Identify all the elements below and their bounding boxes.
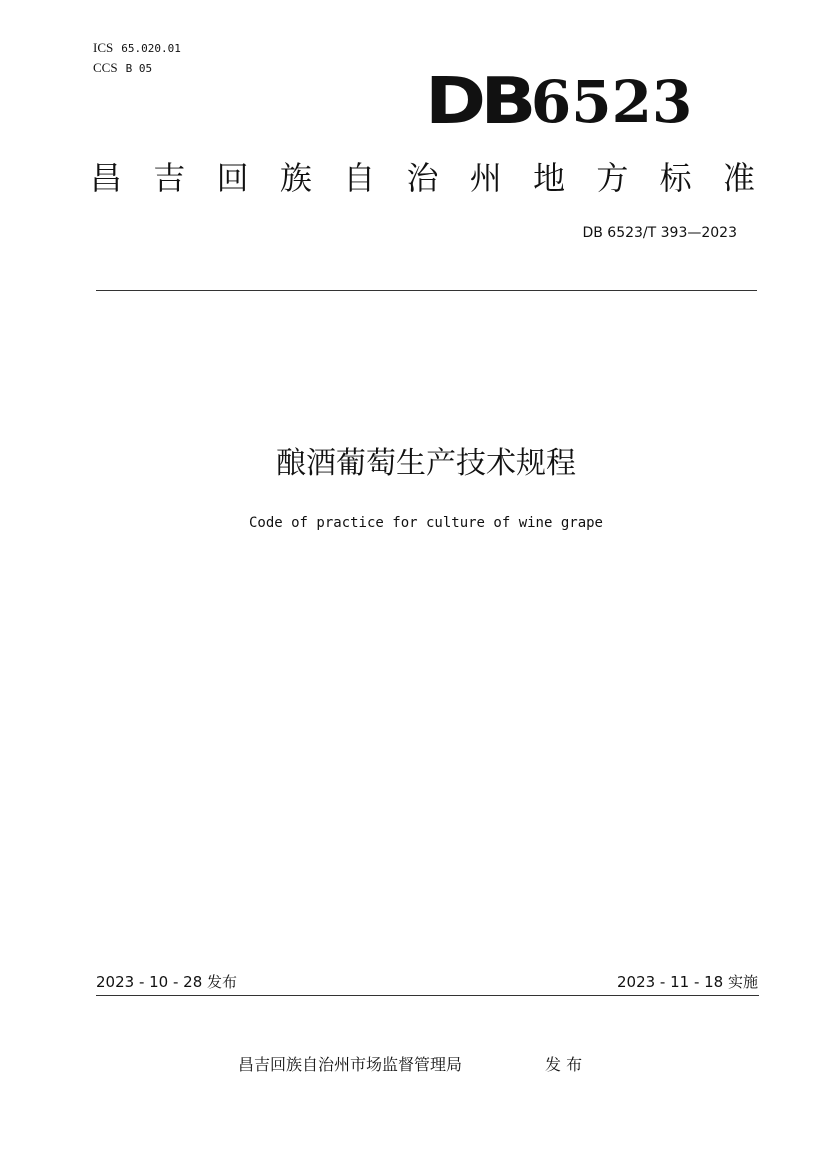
issue-date: 2023 - 10 - 28 发布: [96, 973, 238, 991]
standard-category-char: 方: [596, 159, 629, 197]
standard-category-char: 自: [343, 159, 376, 197]
db-number: 6523: [530, 68, 693, 136]
standard-category-char: 州: [469, 159, 502, 197]
standard-code: DB 6523/T 393—2023: [582, 225, 737, 241]
standard-category-char: 族: [279, 159, 312, 197]
standard-category: [90, 155, 755, 201]
ics-value: 65.020.01: [121, 42, 181, 55]
ics-line: [93, 40, 181, 57]
publisher-name: 昌吉回族自治州市场监督管理局: [238, 1055, 463, 1074]
publish-label: 发 布: [545, 1055, 583, 1074]
header-divider: [96, 290, 757, 291]
standard-category-char: 治: [406, 159, 439, 197]
ics-label: ICS: [93, 40, 114, 55]
document-title: 酿酒葡萄生产技术规程: [276, 446, 576, 481]
ccs-value: B 05: [125, 62, 153, 75]
implementation-date: 2023 - 11 - 18 实施: [616, 973, 758, 991]
standard-category-char: 回: [216, 159, 249, 197]
db-letters: DB: [425, 65, 531, 139]
standard-category-char: 昌: [90, 159, 123, 197]
standard-category-char: 标: [659, 159, 692, 197]
standard-category-char: 吉: [153, 159, 186, 197]
document-title-english: Code of practice for culture of wine grape: [248, 515, 603, 531]
standard-category-char: 地: [533, 159, 566, 197]
footer-divider: [96, 995, 759, 996]
ccs-line: [93, 60, 152, 77]
ccs-label: CCS: [93, 60, 118, 75]
db-standard-mark: [425, 62, 715, 142]
standard-category-char: 准: [722, 159, 755, 197]
